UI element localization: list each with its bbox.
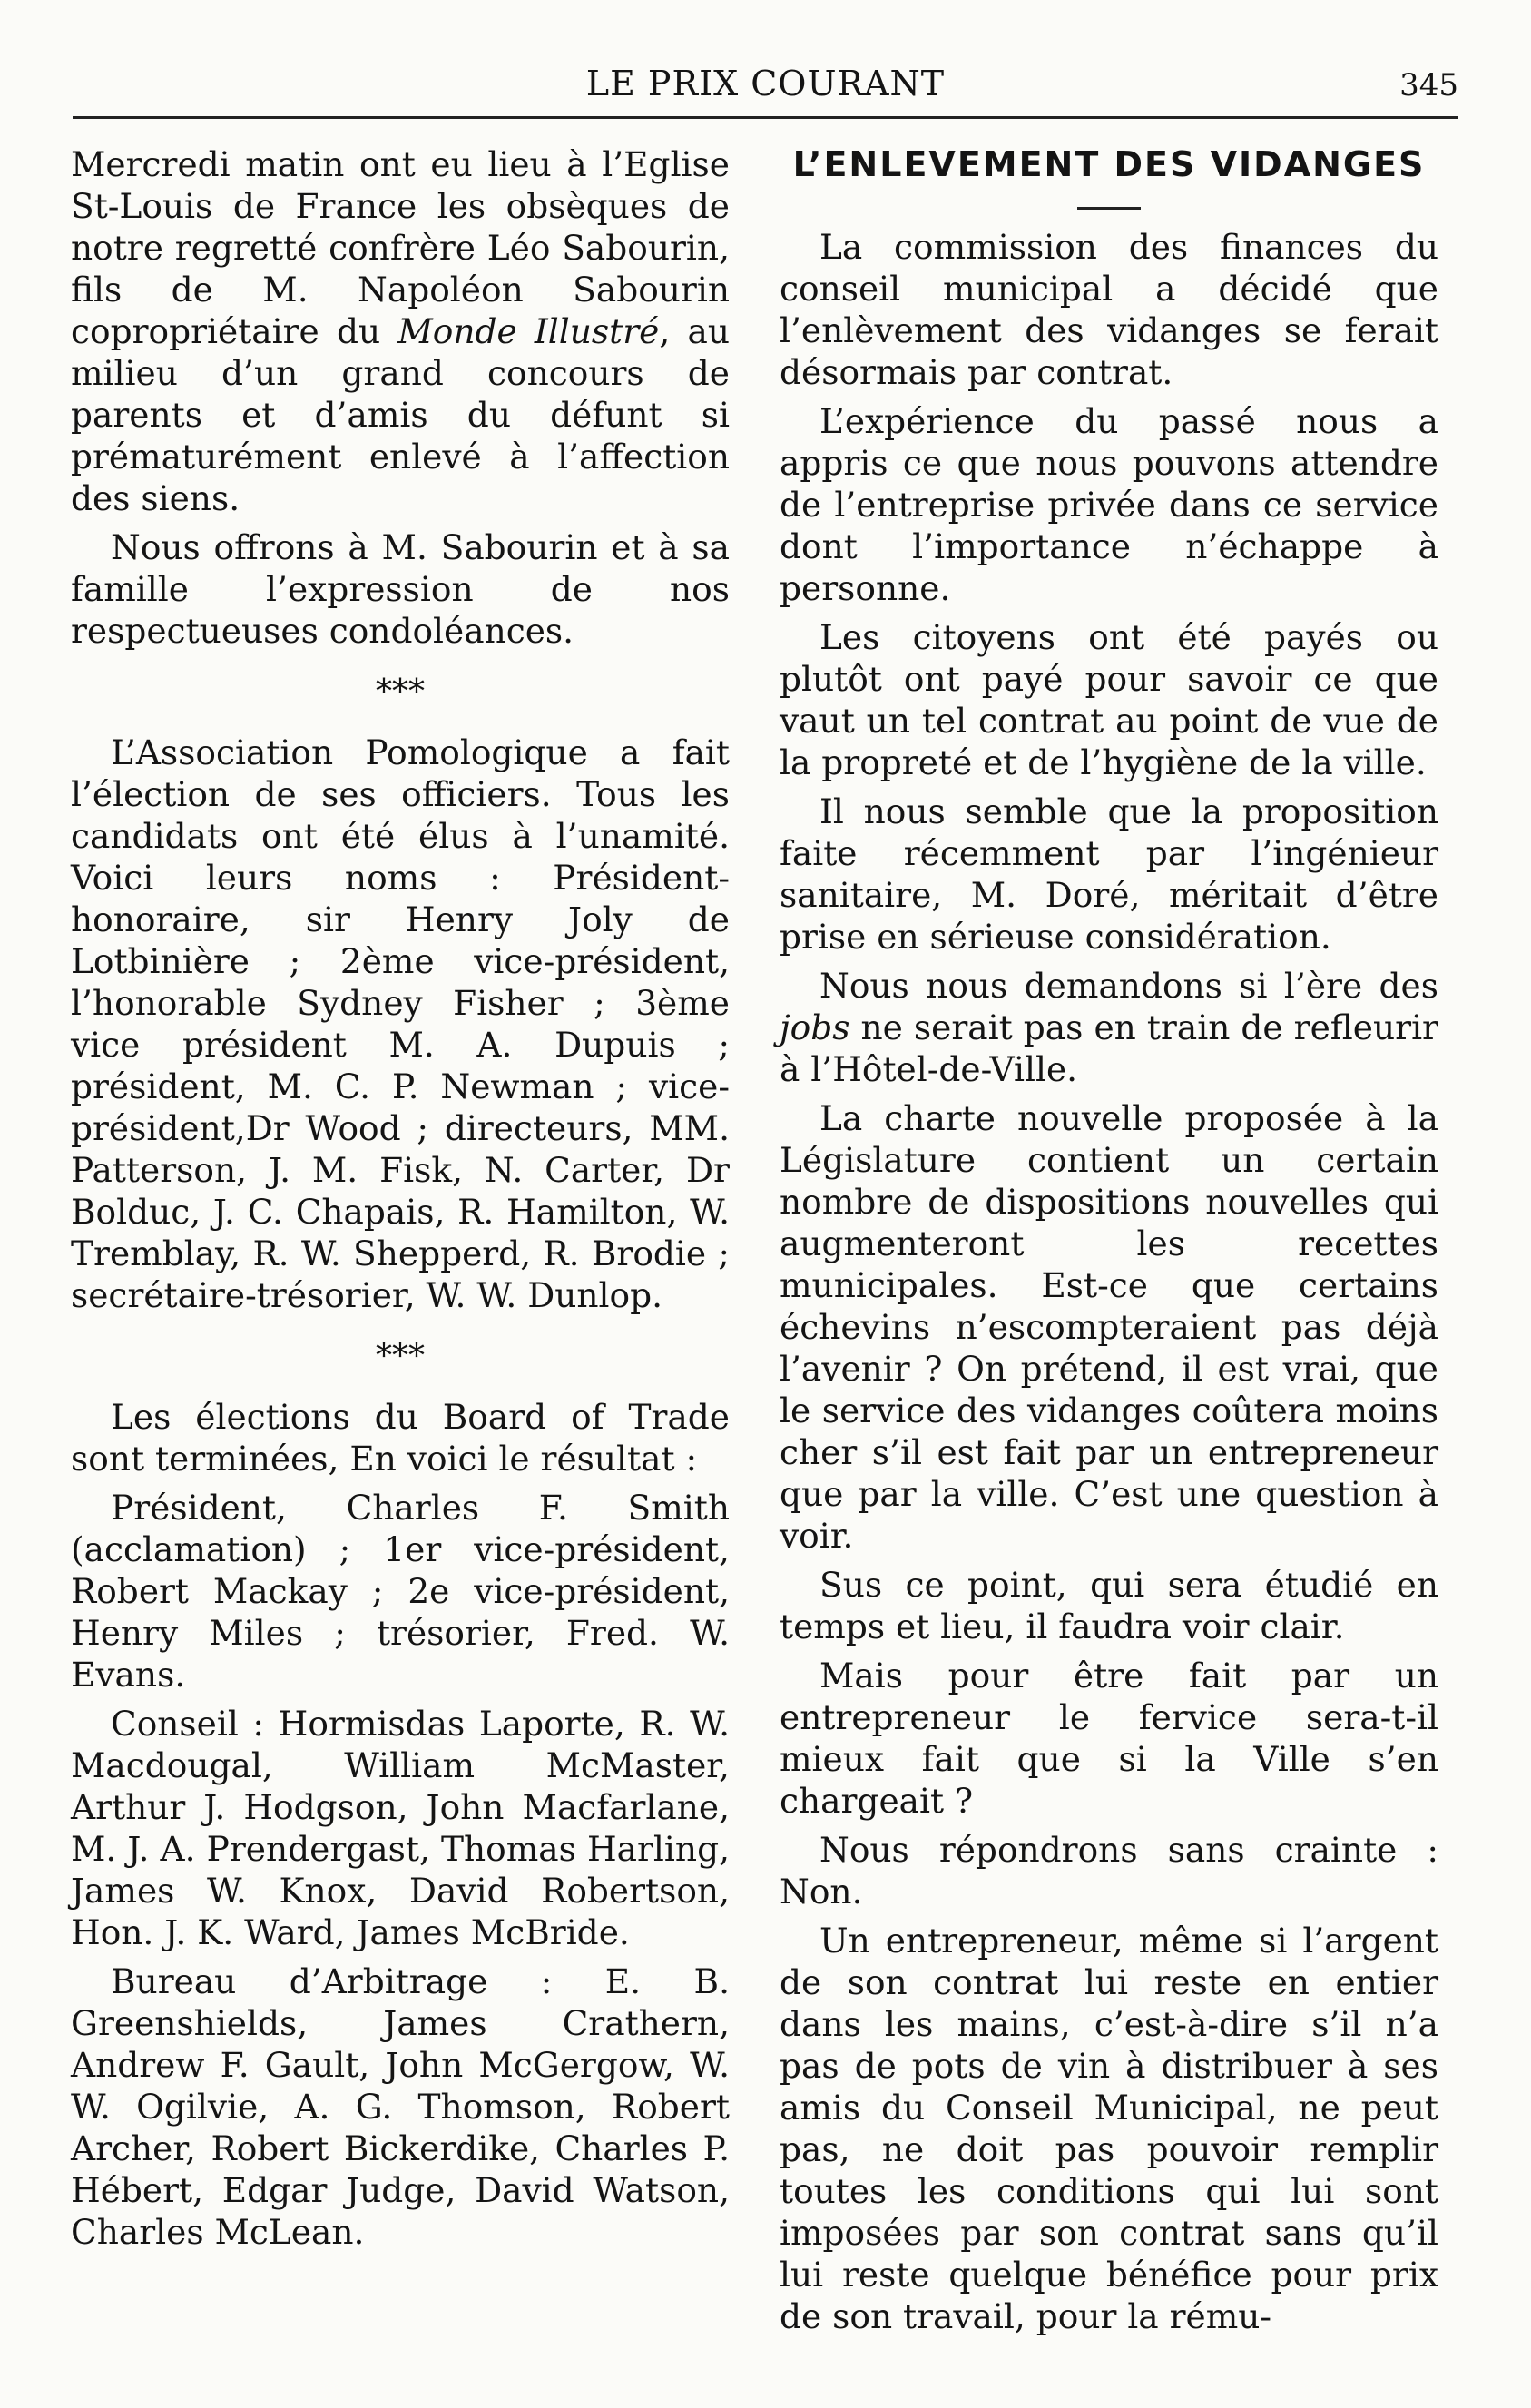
- article-paragraph: La charte nouvelle proposée à la Législature contient un certain nombre de dispositions nouvelles qui augmenteront les recettes municipales. Est-ce que certains échevins n’escompteraient pas déjà l’avenir ? On prétend, il est vrai, que le service des vidanges coûtera moins cher s’il est fait par un entrepreneur que par la ville. C’est une question à voir.: [780, 1098, 1438, 1556]
- running-head: [73, 56, 1458, 111]
- article-paragraph: Mais pour être fait par un entrepreneur le fervice sera-t-il mieux fait que si la Ville s’en chargeait ?: [780, 1656, 1438, 1821]
- article-paragraph: [780, 965, 1438, 1090]
- condolences-paragraph: Nous offrons à M. Sabourin et à sa famille l’expression de nos respectueuses condoléances.: [71, 527, 730, 651]
- italic-word: jobs: [780, 1007, 850, 1047]
- article-title: L’ENLEVEMENT DES VIDANGES: [792, 144, 1426, 184]
- article-paragraph: L’expérience du passé nous a appris ce que nous pouvons attendre de l’entreprise privée dans ce service dont l’importance n’échappe à personne.: [780, 401, 1438, 608]
- title-rule: [1077, 207, 1141, 210]
- text-span: ne serait pas en train de refleurir à l’Hôtel-de-Ville.: [780, 1007, 1438, 1089]
- article-paragraph: Il nous semble que la proposition faite récemment par l’ingénieur sanitaire, M. Doré, méritait d’être prise en sérieuse considération.: [780, 791, 1438, 957]
- section-separator: [71, 675, 730, 710]
- article-paragraph: Les citoyens ont été payés ou plutôt ont payé pour savoir ce que vaut un tel contrat au point de vue de la propreté et de l’hygiène de la ville.: [780, 617, 1438, 782]
- board-intro-paragraph: Les élections du Board of Trade sont terminées, En voici le résultat :: [71, 1397, 730, 1479]
- obituary-paragraph: [71, 143, 730, 519]
- separator-stars: ***: [376, 1338, 425, 1375]
- running-title: LE PRIX COURANT: [585, 64, 946, 103]
- header-rule: [73, 116, 1458, 119]
- separator-stars: ***: [376, 673, 425, 711]
- text-span: Nous nous demandons si l’ère des: [819, 966, 1438, 1006]
- text-span: Mercredi matin ont eu lieu à l’Eglise St-Louis de France les obsèques de notre regretté confrère Léo Sabourin, fils de M. Napoléon Sabourin copropriétaire du: [71, 144, 730, 351]
- article-paragraph: Nous répondrons sans crainte : Non.: [780, 1830, 1438, 1912]
- board-council-paragraph: Conseil : Hormisdas Laporte, R. W. Macdougal, William McMaster, Arthur J. Hodgson, John Macfarlane, M. J. A. Prendergast, Thomas Harling, James W. Knox, David Robertson, Hon. J. K. Ward, James McBride.: [71, 1704, 730, 1952]
- board-officers-paragraph: Président, Charles F. Smith (acclamation) ; 1er vice-président, Robert Mackay ; 2e vice-président, Henry Miles ; trésorier, Fred. W. Evans.: [71, 1488, 730, 1695]
- page-number: 345: [1399, 67, 1458, 103]
- article-paragraph: Un entrepreneur, même si l’argent de son contrat lui reste en entier dans les mains, c’est-à-dire s’il n’a pas de pots de vin à distribuer à ses amis du Conseil Municipal, ne peut pas, ne doit pas pouvoir remplir toutes les conditions qui lui sont imposées par son contrat sans qu’il lui reste quelque bénéfice pour prix de son travail, pour la rému-: [780, 1921, 1438, 2336]
- italic-title: Monde Illustré: [397, 311, 660, 351]
- article-paragraph: La commission des finances du conseil municipal a décidé que l’enlèvement des vidanges se ferait désormais par contrat.: [780, 227, 1438, 392]
- text-span: , au milieu d’un grand concours de parents et d’amis du défunt si prématurément enlevé à l’affection des siens.: [71, 311, 730, 518]
- article-paragraph: Sus ce point, qui sera étudié en temps et lieu, il faudra voir clair.: [780, 1565, 1438, 1646]
- left-column: [71, 143, 730, 2260]
- pomologique-paragraph: L’Association Pomologique a fait l’élection de ses officiers. Tous les candidats ont été élus à l’unamité. Voici leurs noms : Président-honoraire, sir Henry Joly de Lotbinière ; 2ème vice-président, l’honorable Sydney Fisher ; 3ème vice président M. A. Dupuis ; président, M. C. P. Newman ; vice-président,Dr Wood ; directeurs, MM. Patterson, J. M. Fisk, N. Carter, Dr Bolduc, J. C. Chapais, R. Hamilton, W. Tremblay, R. W. Shepperd, R. Brodie ; secrétaire-trésorier, W. W. Dunlop.: [71, 732, 730, 1315]
- right-column: [780, 143, 1438, 2344]
- section-separator: [71, 1340, 730, 1374]
- board-arbitration-paragraph: Bureau d’Arbitrage : E. B. Greenshields, James Crathern, Andrew F. Gault, John McGergow, W. W. Ogilvie, A. G. Thomson, Robert Archer, Robert Bickerdike, Charles P. Hébert, Edgar Judge, David Watson, Charles McLean.: [71, 1961, 730, 2252]
